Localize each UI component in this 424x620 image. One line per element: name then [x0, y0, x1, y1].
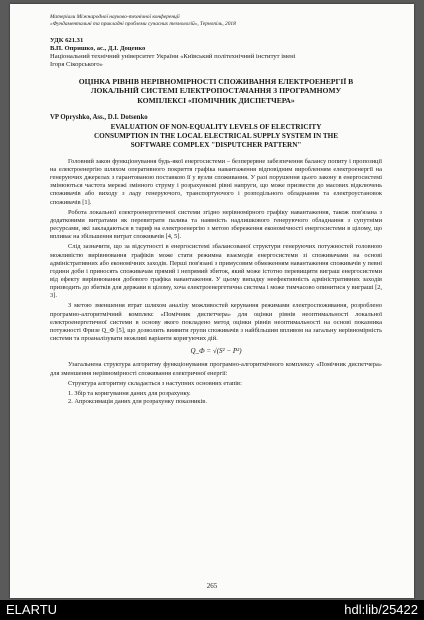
title-ua: [50, 77, 382, 106]
repository-footer: [0, 600, 424, 620]
title-ua-line: ЛОКАЛЬНІЙ СИСТЕМІ ЕЛЕКТРОПОСТАЧАННЯ З ПРОГРАМНОМУ: [90, 86, 342, 96]
title-en: [50, 123, 382, 150]
udc-code: УДК 621.31: [50, 37, 84, 44]
handle-link[interactable]: hdl:lib/25422: [344, 602, 418, 617]
page-number: 265: [206, 582, 218, 590]
body-paragraph: Структура алгоритму складається з наступних основних етапів:: [68, 379, 242, 387]
affiliation-line-2: Ігоря Сікорського»: [50, 61, 103, 69]
list-item: 1. Збір та коригування даних для розрахунку.: [68, 389, 191, 397]
formula: Q_Ф = √(S² − P²): [190, 347, 242, 356]
title-en-line: CONSUMPTION IN THE LOCAL ELECTRICAL SUPPLY SYSTEM IN THE: [93, 131, 339, 140]
body-paragraph: Слід зазначити, що за відсутності в енергосистемі збалансованої структури генеруючих потужностей головною можливістю вирівнювання графіків може стати режимна взаємодія енергосистеми зі споживачами на основі адміністративних або економічних заходів. Перші пов'язані з примусовим обмеженням навантаження споживачів у певні години доби і приносять споживачам прямий і непрямий збиток, який може істотно перевищити виграш енергосистеми від ефекту вирівнювання добового графіка навантаження. У цьому випадку неефективність адміністративних заходів призводить до збитків для держави в цілому, хоча електроенергетична система і може тимчасово опинитися у виграші [2, 3].: [50, 243, 382, 300]
conference-header-line-1: Матеріали Міжнародної науково-технічної конференції: [50, 14, 180, 20]
list-item: 2. Апроксимація даних для розрахунку показників.: [68, 398, 207, 406]
title-ua-line: ОЦІНКА РІВНІВ НЕРІВНОМІРНОСТІ СПОЖИВАННЯ ЕЛЕКТРОЕНЕРГІЇ В: [78, 76, 354, 86]
body-paragraph: Робота локальної електроенергетичної системи згідно нерівномірного графіку навантаження, також пов'язана з додатковими витратами як перевитрати палива та наявність надлишкового генеруючого обладнання з супутніми ресурсами, які закладаються в тариф на електроенергію з метою збереження економічності енергосистеми в цілому, що впливає на збільшення витрат споживачів [4, 5].: [50, 208, 382, 241]
body-paragraph: Головний закон функціонування будь-якої енергосистеми – безперервне забезпечення балансу попиту і пропозиції на електроенергію шляхом оперативного покриття графіка навантаження відповідним виробленням електроенергії на генеруючих джерелах з гарантованою поставкою її у вузли споживання. У разі порушення цього закону в енергосистемі змінюються частота мережі змінного струму і розрахункові рівні напруги, що може призвести до масових відключень споживачів або виходу з ладу генеруючого, транспортуючого і розподільного обладнання та електроустановок споживачів [1].: [50, 157, 382, 206]
article-body: [50, 158, 382, 406]
affiliation-line-1: Національний технічний університет України «Київський політехнічний інститут імені: [50, 53, 296, 61]
title-en-line: EVALUATION OF NON-EQUALITY LEVELS OF ELECTRICITY: [110, 122, 322, 131]
body-paragraph: Узагальнена структура алгоритму функціонування програмно-алгоритмічного комплексу «Помічник диспетчера» для зменшення нерівномірності споживання електричної енергії:: [50, 361, 382, 377]
authors-ua: В.П. Опришко, ас., Д.І. Доценко: [50, 45, 146, 52]
title-en-line: SOFTWARE COMPLEX "DISPUTCHER PATTERN": [130, 140, 302, 149]
conference-header: [50, 14, 382, 28]
document-page: [10, 4, 414, 598]
steps-list: [50, 390, 382, 406]
authors-en: VP Opryshko, Ass., D.I. Dotsenko: [50, 114, 148, 122]
repository-name: ELARTU: [6, 602, 58, 617]
page-content: [50, 14, 382, 406]
title-ua-line: КОМПЛЕКСІ «ПОМІЧНИК ДИСПЕТЧЕРА»: [137, 95, 295, 105]
conference-header-line-2: «Фундаментальні та прикладні проблеми сучасних технологій», Тернопіль, 2018: [50, 21, 236, 27]
body-paragraph: З метою зменшення втрат шляхом аналізу можливостей керування режимами електроспоживання, розроблено програмно-алгоритмічний комплекс «Помічник диспетчера» для оцінки рівнів неоптимальності локальної електроенергетичної системи в основу якого покладено метод оцінки рівнів неоптимальності на основі показника потужності Фризе Q_Ф [5], що дозволить виявити групи споживачів з найбільшим впливом на загальну нерівномірність системи та проаналізувати можливі варіанти коригуючих дій.: [50, 302, 382, 343]
